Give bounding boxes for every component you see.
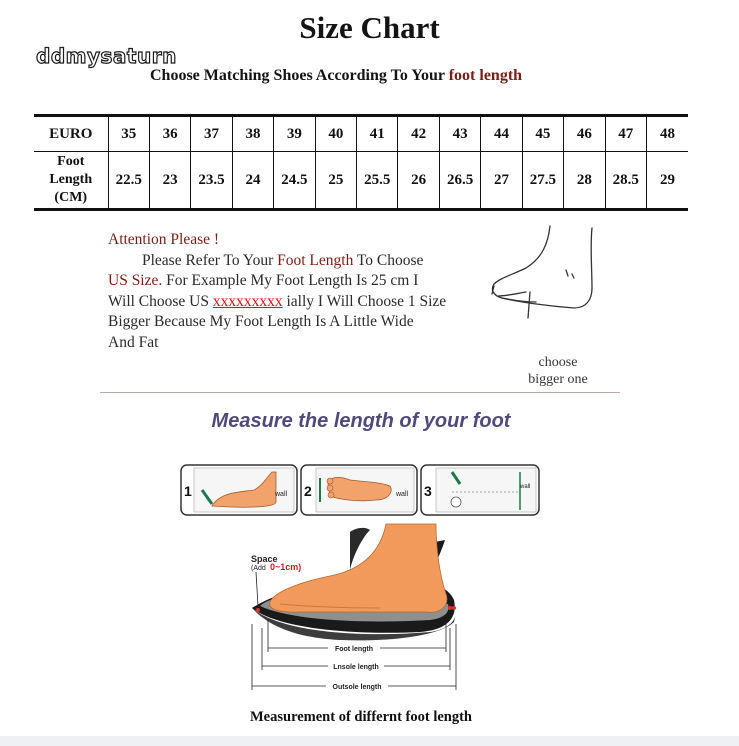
- foot-sketch-illustration: [488, 222, 603, 332]
- euro-cell: 35: [108, 116, 149, 152]
- length-cell: 23: [149, 152, 190, 210]
- attention-line: [108, 292, 496, 313]
- attention-text: To Choose: [353, 251, 424, 269]
- attention-line: And Fat: [108, 333, 159, 351]
- euro-cell: 42: [398, 116, 439, 152]
- attention-notice: [108, 230, 496, 354]
- attention-highlight: US Size.: [108, 272, 163, 290]
- brand-watermark: ddmysaturn: [36, 44, 177, 68]
- step-2-panel: [301, 465, 417, 515]
- insole-length-label: Lnsole length: [333, 664, 379, 671]
- foot-label-line: Foot: [57, 154, 85, 169]
- choose-note-line: bigger one: [528, 372, 588, 387]
- choose-bigger-note: [520, 354, 596, 388]
- size-table: [34, 114, 688, 211]
- page-title: Size Chart: [299, 10, 440, 45]
- attention-highlight: Foot Length: [277, 251, 354, 269]
- outsole-length-label: Outsole length: [332, 684, 382, 691]
- length-cell: 26.5: [439, 152, 480, 210]
- measure-heading: Measure the length of your foot: [211, 410, 511, 432]
- euro-cell: 36: [149, 116, 190, 152]
- foot-label-line: Length: [49, 172, 93, 187]
- subtitle: [150, 67, 522, 85]
- euro-cell: 38: [232, 116, 273, 152]
- subtitle-text: Choose Matching Shoes According To Your: [150, 67, 449, 84]
- euro-cell: 41: [357, 116, 398, 152]
- space-label: Space: [251, 554, 278, 564]
- euro-row: [34, 116, 688, 152]
- euro-cell: 48: [646, 116, 688, 152]
- step-1-panel: [181, 465, 297, 515]
- measure-steps: [180, 462, 542, 518]
- length-cell: 25: [315, 152, 356, 210]
- foot-label-line: (CM): [54, 190, 88, 205]
- euro-cell: 47: [605, 116, 646, 152]
- step-number: 3: [424, 483, 432, 499]
- attention-line: Bigger Because My Foot Length Is A Little Wide: [108, 313, 414, 331]
- length-cell: 29: [646, 152, 688, 210]
- section-divider: [100, 392, 620, 393]
- wall-label: wall: [520, 484, 531, 490]
- length-cell: 27: [481, 152, 522, 210]
- euro-header: EURO: [34, 116, 108, 152]
- length-cell: 25.5: [357, 152, 398, 210]
- bottom-bar: [0, 736, 739, 746]
- length-row: [34, 152, 688, 210]
- length-cell: 24: [232, 152, 273, 210]
- euro-cell: 43: [439, 116, 480, 152]
- length-cell: 26: [398, 152, 439, 210]
- wall-label: wall: [396, 491, 409, 498]
- foot-length-label: Foot length: [334, 646, 374, 653]
- attention-redacted: xxxxxxxxx: [212, 292, 283, 310]
- attention-line: [108, 251, 496, 272]
- length-cell: 24.5: [274, 152, 315, 210]
- foot-measure-diagram: [240, 520, 470, 695]
- attention-text: ially I Will Choose 1 Size: [282, 292, 447, 310]
- wall-label: wall: [275, 491, 288, 498]
- step-number: 1: [184, 483, 192, 499]
- euro-cell: 45: [522, 116, 563, 152]
- attention-line: [108, 271, 496, 292]
- length-cell: 28.5: [605, 152, 646, 210]
- space-range-label: 0~1cm): [270, 562, 302, 572]
- foot-length-header: [34, 152, 108, 210]
- euro-cell: 46: [564, 116, 605, 152]
- attention-text: For Example My Foot Length Is 25 cm I: [162, 272, 419, 290]
- length-cell: 28: [564, 152, 605, 210]
- step-number: 2: [304, 483, 312, 499]
- euro-cell: 40: [315, 116, 356, 152]
- euro-cell: 44: [481, 116, 522, 152]
- length-cell: 27.5: [522, 152, 563, 210]
- length-cell: 22.5: [108, 152, 149, 210]
- euro-cell: 39: [274, 116, 315, 152]
- attention-text: Please Refer To Your: [142, 251, 278, 269]
- euro-cell: 37: [191, 116, 232, 152]
- step-3-panel: [421, 465, 539, 515]
- attention-text: Will Choose US: [108, 292, 213, 310]
- subtitle-highlight: foot length: [448, 67, 523, 84]
- attention-heading: Attention Please !: [108, 231, 220, 248]
- diagram-caption: Measurement of differnt foot length: [249, 709, 473, 725]
- space-add-label: (Add: [251, 565, 266, 572]
- choose-note-line: choose: [538, 355, 578, 370]
- length-cell: 23.5: [191, 152, 232, 210]
